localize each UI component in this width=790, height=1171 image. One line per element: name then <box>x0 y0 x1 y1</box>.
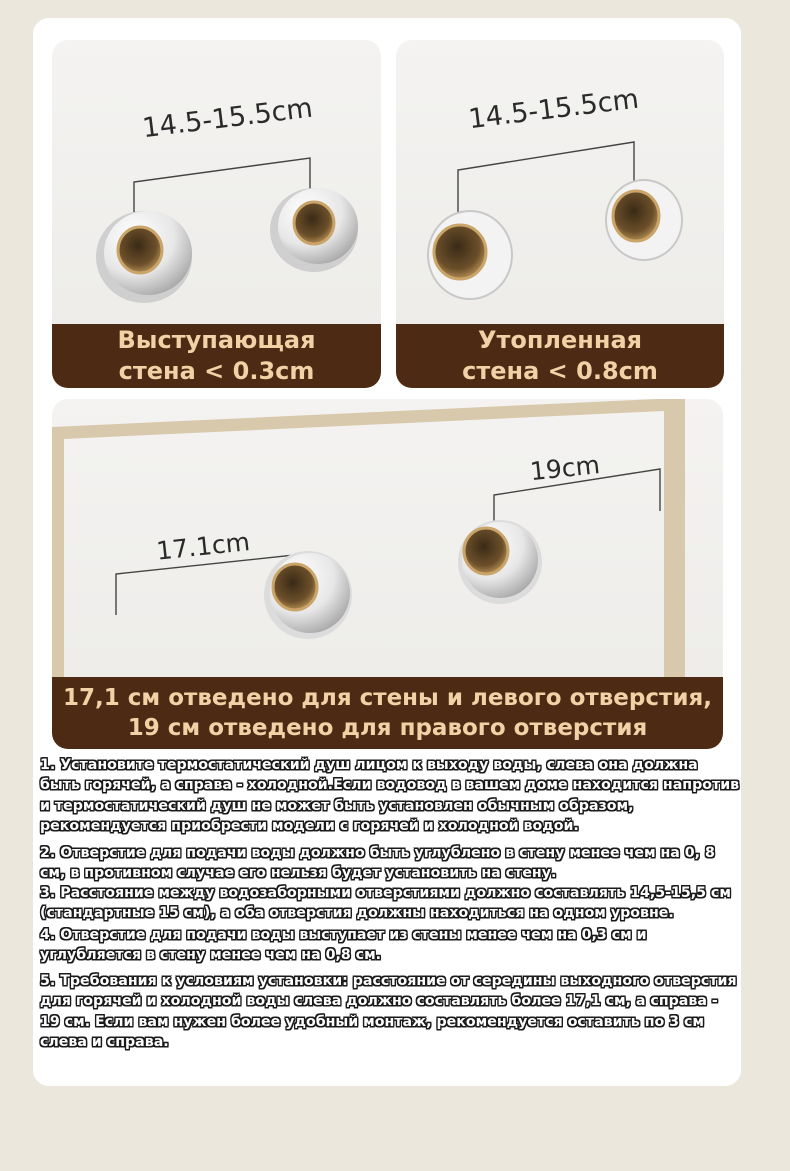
left-fitting <box>264 551 352 639</box>
note-4: 4. Отверстие для подачи воды выступает из стены менее чем на 0,3 см и углубляется в стену менее чем на 0,8 см. <box>40 927 647 964</box>
clearance-banner <box>52 677 723 749</box>
protruding-wall-banner <box>52 324 381 388</box>
right-fitting <box>458 520 542 604</box>
note-5: 5. Требования к условиям установки: расстояние от середины выходного отверстия для горячей и холодной воды слева должно составлять более 17,1 см, а справа - 19 см. Если вам нужен более удобный монтаж, рекомендуется оставить по 3 см слева и справа. <box>40 973 737 1050</box>
banner-line-2: стена < 0.8cm <box>462 357 658 385</box>
measure-label: 14.5-15.5cm <box>140 92 315 145</box>
clearance-panel <box>52 399 723 749</box>
banner-line-1: 17,1 см отведено для стены и левого отверстия, <box>63 685 712 711</box>
note-3: 3. Расстояние между водозаборными отверстиями должно составлять 14,5-15,5 см (стандартные 15 см), а оба отверстия должны находиться на одном уровне. <box>40 885 731 922</box>
banner-line-1: Выступающая <box>117 326 316 354</box>
right-fitting <box>270 188 358 272</box>
banner-line-2: 19 см отведено для правого отверстия <box>127 715 648 741</box>
measure-label: 14.5-15.5cm <box>466 83 641 136</box>
left-measure-label: 17.1cm <box>154 527 252 566</box>
left-fitting <box>428 211 512 299</box>
note-1: 1. Установите термостатический душ лицом к выходу воды, слева она должна быть горячей, а справа - холодной.Если водовод в вашем доме находится напротив и термостатический душ не может быть установлен обычным образом, рекомендуется приобрести модели с горячей и холодной водой. <box>40 757 740 834</box>
banner-line-1: Утопленная <box>477 326 643 354</box>
recessed-wall-panel <box>396 40 724 388</box>
protruding-wall-panel <box>52 40 381 388</box>
right-measure-label: 19cm <box>528 450 602 487</box>
right-fitting <box>606 180 682 260</box>
banner-line-2: стена < 0.3cm <box>118 357 315 385</box>
left-fitting <box>96 211 192 303</box>
recessed-wall-banner <box>396 324 724 388</box>
note-2: 2. Отверстие для подачи воды должно быть углублено в стену менее чем на 0, 8 см, в противном случае его нельзя будет установить на стену. <box>40 845 715 882</box>
